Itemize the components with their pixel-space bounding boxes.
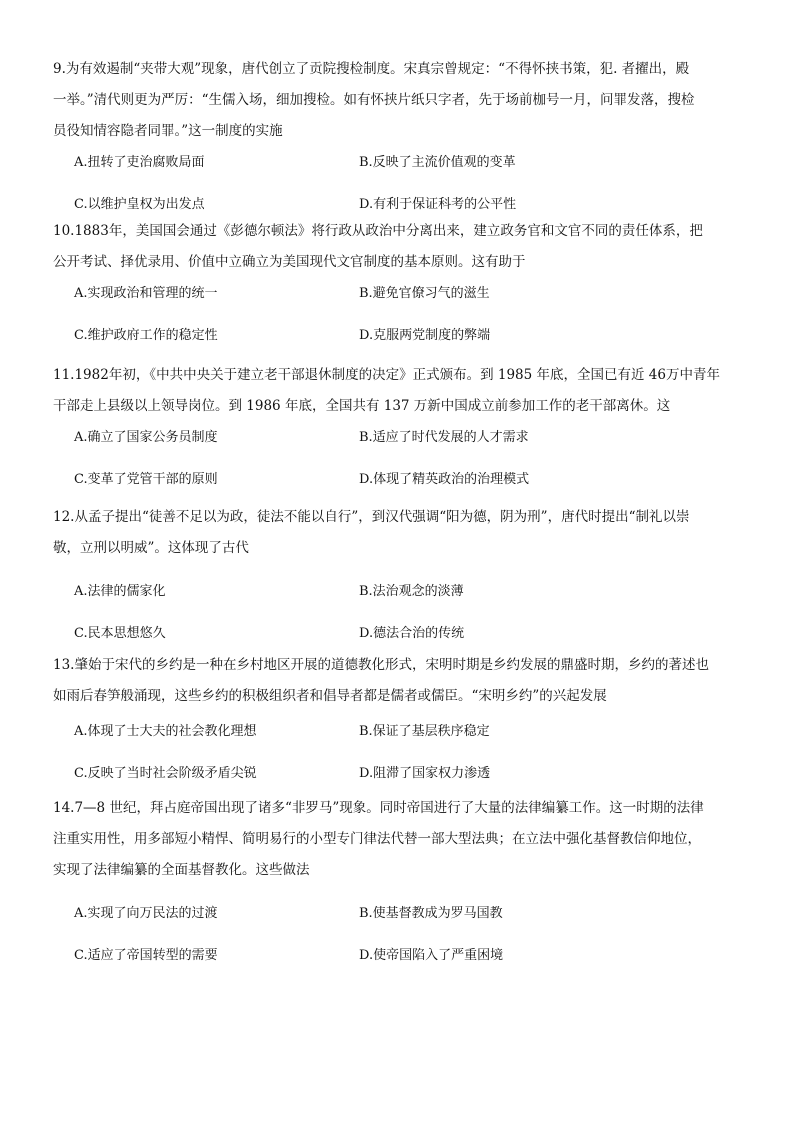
stem-line: 实现了法律编纂的全面基督教化。这些做法	[53, 862, 310, 878]
options	[53, 426, 753, 510]
option-c[interactable]: C.以维护皇权为出发点	[74, 197, 205, 212]
options	[53, 720, 753, 804]
option-d[interactable]: D.克服两党制度的弊端	[359, 328, 491, 343]
option-c[interactable]: C.适应了帝国转型的需要	[74, 948, 218, 963]
question-12	[53, 502, 753, 664]
stem-line: 员役知情容隐者同罪。”这一制度的实施	[53, 123, 283, 139]
option-a[interactable]: A.实现政治和管理的统一	[74, 286, 218, 301]
option-d[interactable]: D.体现了精英政治的治理模式	[359, 472, 530, 487]
option-b[interactable]: B.使基督教成为罗马国教	[359, 906, 503, 921]
option-a[interactable]: A.体现了士大夫的社会教化理想	[74, 724, 257, 739]
question-9	[53, 54, 753, 235]
option-d[interactable]: D.德法合治的传统	[359, 626, 465, 641]
options	[53, 282, 753, 366]
option-c[interactable]: C.民本思想悠久	[74, 626, 166, 641]
option-b[interactable]: B.保证了基层秩序稳定	[359, 724, 490, 739]
option-a[interactable]: A.扭转了吏治腐败局面	[74, 155, 205, 170]
option-c[interactable]: C.反映了当时社会阶级矛盾尖锐	[74, 766, 257, 781]
option-b[interactable]: B.反映了主流价值观的变革	[359, 155, 516, 170]
stem-line: 12.从孟子提出“徒善不足以为政，徒法不能以自行”，到汉代强调“阳为德，阴为刑”，唐代时提出“制礼以崇	[53, 509, 690, 525]
option-a[interactable]: A.确立了国家公务员制度	[74, 430, 218, 445]
options	[53, 902, 753, 986]
option-c[interactable]: C.维护政府工作的稳定性	[74, 328, 218, 343]
stem-line: 11.1982年初，《中共中央关于建立老干部退休制度的决定》正式颁布。到 1985 年底，全国已有近 46万中青年	[53, 367, 720, 383]
stem-line: 注重实用性，用多部短小精悍、简明易行的小型专门律法代替一部大型法典；在立法中强化基督教信仰地位，	[53, 831, 701, 847]
option-d[interactable]: D.使帝国陷入了严重困境	[359, 948, 504, 963]
question-stem	[53, 54, 753, 147]
stem-line: 公开考试、择优录用、价值中立确立为美国现代文官制度的基本原则。这有助于	[53, 254, 526, 270]
stem-line: 10.1883年，美国国会通过《彭德尔顿法》将行政从政治中分离出来，建立政务官和文官不同的责任体系，把	[53, 223, 703, 239]
stem-line: 干部走上县级以上领导岗位。到 1986 年底，全国共有 137 万新中国成立前参加工作的老干部离休。这	[53, 398, 671, 414]
question-14	[53, 793, 753, 986]
option-c[interactable]: C.变革了党管干部的原则	[74, 472, 218, 487]
question-11	[53, 360, 753, 510]
stem-line: 敬，立刑以明威”。这体现了古代	[53, 540, 249, 556]
question-stem	[53, 216, 753, 278]
option-b[interactable]: B.避免官僚习气的滋生	[359, 286, 490, 301]
stem-line: 9.为有效遏制“夹带大观”现象，唐代创立了贡院搜检制度。宋真宗曾规定：“不得怀挟书策，犯. 者擢出，殿	[53, 61, 690, 77]
question-stem	[53, 650, 753, 712]
stem-line: 13.肇始于宋代的乡约是一种在乡村地区开展的道德教化形式，宋明时期是乡约发展的鼎盛时期，乡约的著述也	[53, 657, 709, 673]
option-b[interactable]: B.适应了时代发展的人才需求	[359, 430, 529, 445]
option-b[interactable]: B.法治观念的淡薄	[359, 584, 464, 599]
option-d[interactable]: D.有利于保证科考的公平性	[359, 197, 517, 212]
option-a[interactable]: A.法律的儒家化	[74, 584, 166, 599]
question-stem	[53, 793, 753, 886]
question-13	[53, 650, 753, 804]
option-d[interactable]: D.阻滞了国家权力渗透	[359, 766, 491, 781]
stem-line: 一举。”清代则更为严厉：“生儒入场，细加搜检。如有怀挟片纸只字者，先于场前枷号一月，问罪发落，搜检	[53, 92, 695, 108]
option-a[interactable]: A.实现了向万民法的过渡	[74, 906, 218, 921]
question-stem	[53, 360, 753, 422]
stem-line: 如雨后春笋般涌现，这些乡约的积极组织者和倡导者都是儒者或儒臣。“宋明乡约”的兴起发展	[53, 688, 607, 704]
stem-line: 14.7—8 世纪，拜占庭帝国出现了诸多“非罗马”现象。同时帝国进行了大量的法律编纂工作。这一时期的法律	[53, 800, 704, 816]
question-10	[53, 216, 753, 366]
question-stem	[53, 502, 753, 564]
